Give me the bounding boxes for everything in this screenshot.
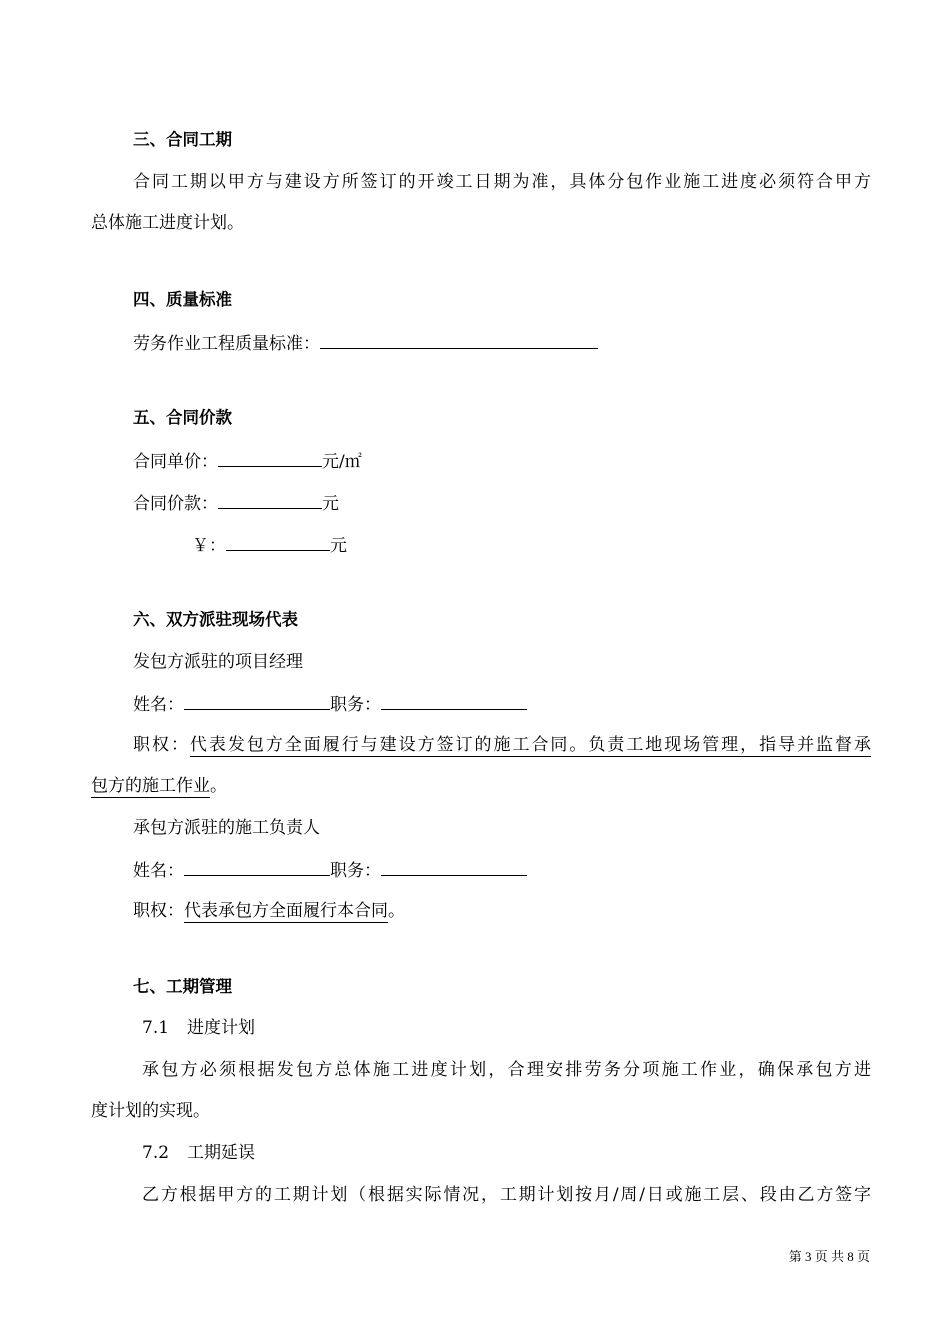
employer-name-blank[interactable]: [184, 691, 330, 710]
contract-price-blank[interactable]: [218, 490, 322, 509]
yen-amount-row: [192, 532, 347, 558]
contractor-position-blank[interactable]: [381, 857, 527, 876]
employer-authority-text: 代表发包方全面履行与建设方签订的施工合同。负责工地现场管理，指导并监督承: [189, 735, 871, 755]
quality-standard-label: 劳务作业工程质量标准：: [133, 334, 320, 354]
subsection-7-1-heading: [142, 1016, 255, 1040]
contract-price-label: 合同价款：: [133, 494, 218, 514]
section-4-heading: 四、质量标准: [133, 290, 232, 309]
employer-authority-line-1: [133, 733, 871, 757]
subsection-7-1-line-1: 承包方必须根据发包方总体施工进度计划，合理安排劳务分项施工作业，确保承包方进: [142, 1060, 871, 1080]
employer-position-label: 职务：: [330, 695, 381, 715]
contractor-authority-line: [133, 899, 405, 923]
subsection-7-2-number: 7.2: [142, 1143, 170, 1163]
employer-rep-title: 发包方派驻的项目经理: [133, 652, 303, 672]
employer-name-label: 姓名：: [133, 695, 184, 715]
unit-price-unit: 元/㎡: [322, 452, 362, 472]
section-7-heading: 七、工期管理: [133, 977, 232, 996]
contractor-name-blank[interactable]: [184, 857, 330, 876]
contractor-name-label: 姓名：: [133, 861, 184, 881]
employer-authority-line-2: [91, 774, 227, 798]
contract-price-row: [133, 490, 339, 516]
employer-name-row: [133, 691, 527, 717]
unit-price-label: 合同单价：: [133, 452, 218, 472]
yen-amount-blank[interactable]: [226, 532, 330, 551]
yen-unit: 元: [330, 536, 347, 556]
subsection-7-2-heading: [142, 1141, 255, 1165]
unit-price-row: [133, 448, 362, 474]
subsection-7-1-title: 进度计划: [187, 1018, 256, 1038]
section-3-line-1: 合同工期以甲方与建设方所签订的开竣工日期为准，具体分包作业施工进度必须符合甲方: [133, 172, 871, 192]
section-5-heading: 五、合同价款: [133, 408, 232, 427]
quality-standard-row: [133, 330, 598, 356]
subsection-7-2-line-1: 乙方根据甲方的工期计划（根据实际情况，工期计划按月/周/日或施工层、段由乙方签字: [142, 1185, 871, 1205]
contractor-authority-text: 代表承包方全面履行本合同: [184, 901, 388, 921]
subsection-7-1-line-2: 度计划的实现。: [91, 1101, 210, 1121]
subsection-7-2-title: 工期延误: [187, 1143, 256, 1163]
subsection-7-1-number: 7.1: [142, 1018, 170, 1038]
contract-price-unit: 元: [322, 494, 339, 514]
employer-authority-text-cont: 包方的施工作业: [91, 776, 210, 796]
employer-position-blank[interactable]: [381, 691, 527, 710]
section-6-heading: 六、双方派驻现场代表: [133, 610, 298, 629]
employer-authority-label: 职权：: [133, 735, 190, 755]
contractor-position-label: 职务：: [330, 861, 381, 881]
contractor-name-row: [133, 857, 527, 883]
contractor-authority-label: 职权：: [133, 901, 184, 921]
contractor-authority-period: 。: [388, 901, 405, 921]
contractor-rep-title: 承包方派驻的施工负责人: [133, 818, 320, 838]
employer-authority-period: 。: [210, 776, 227, 796]
unit-price-blank[interactable]: [218, 448, 322, 467]
section-3-heading: 三、合同工期: [133, 130, 232, 149]
page-number: 第 3 页 共 8 页: [788, 1249, 870, 1264]
section-3-line-2: 总体施工进度计划。: [91, 213, 244, 233]
yen-label: ￥：: [192, 536, 226, 556]
quality-standard-blank[interactable]: [320, 330, 598, 349]
